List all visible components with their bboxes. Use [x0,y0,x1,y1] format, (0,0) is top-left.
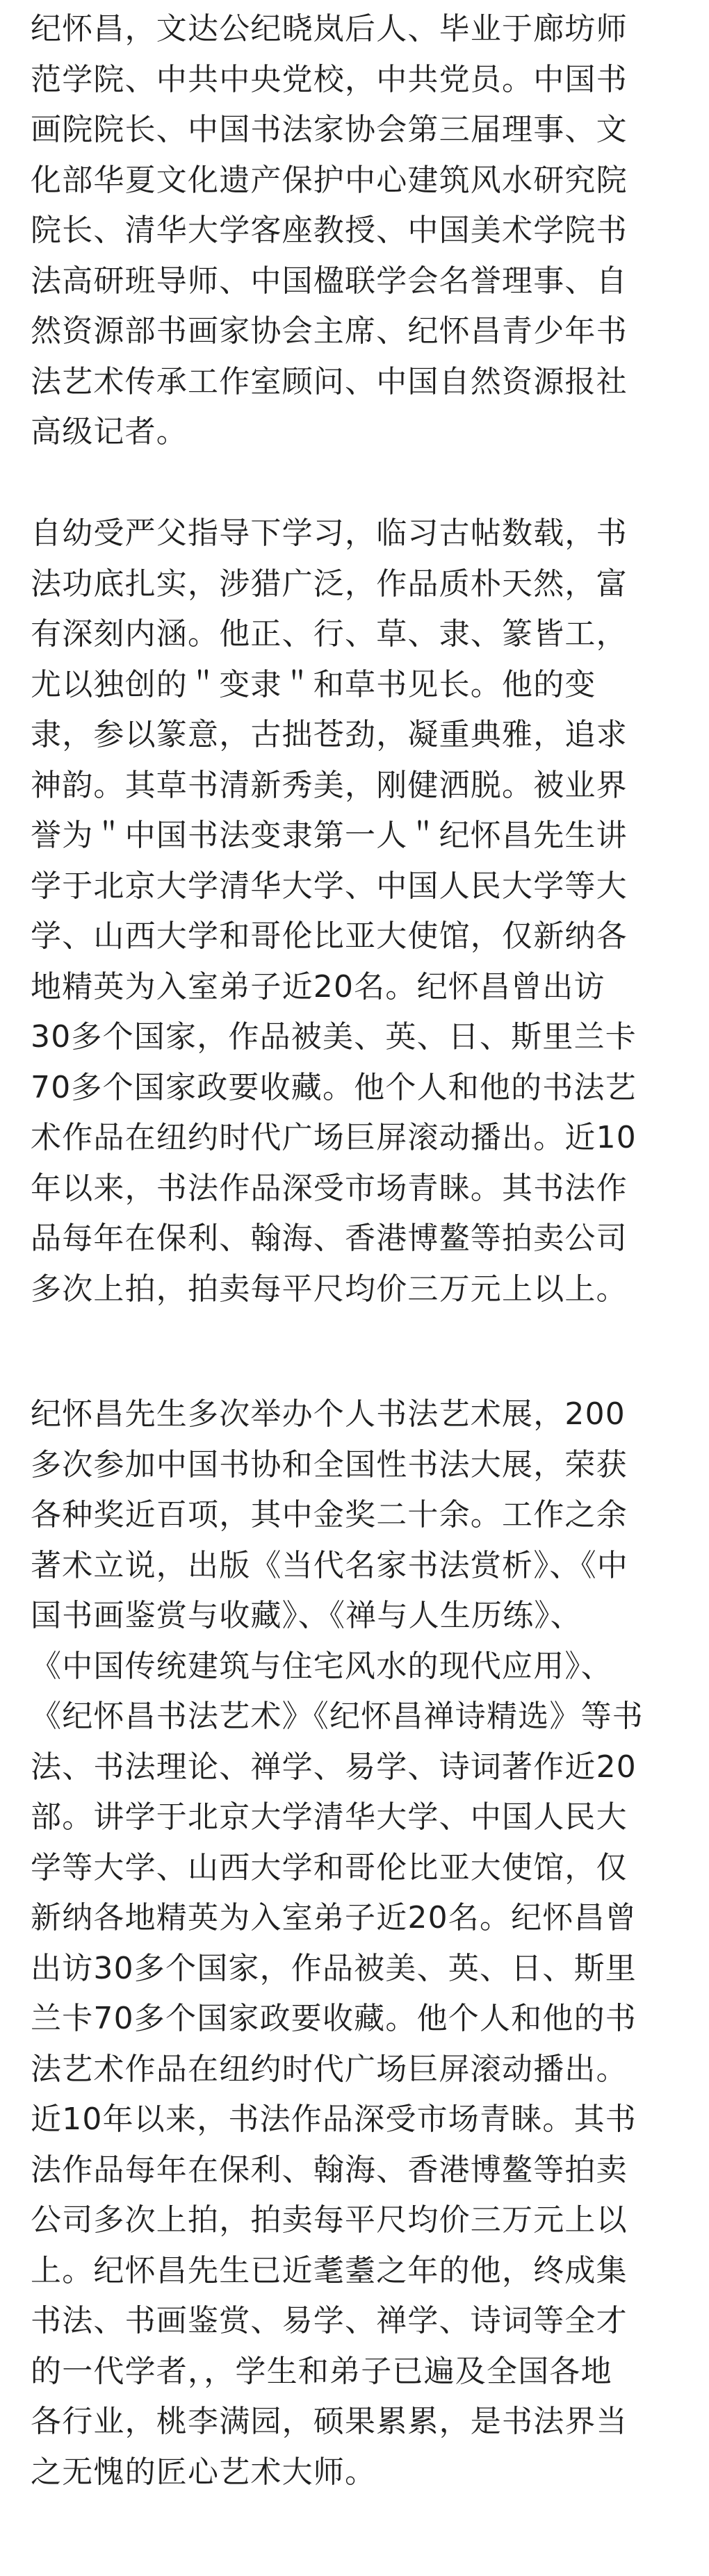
paragraph-biography: 纪怀昌，文达公纪晓岚后人、毕业于廊坊师 范学院、中共中央党校，中共党员。中国书 画院院长、中国书法家协会第三届理事、文 化部华夏文化遗产保护中心建筑风水研究院 院长、清华大学客座教授、中国美术学院书 法高研班导师、中国楹联学会名誉理事、自 然资源部书画家协会主席、纪怀昌青少年书 法艺术传承工作室顾问、中国自然资源报社 高级记者。 [31,11,628,449]
paragraph-calligraphy-style: 自幼受严父指导下学习，临习古帖数载，书 法功底扎实，涉猎广泛，作品质朴天然，富 有深刻内涵。他正、行、草、隶、篆皆工， 尤以独创的＂变隶＂和草书见长。他的变 隶，参以篆意，古拙苍劲，凝重典雅，追求 神韵。其草书清新秀美，刚健洒脱。被业界 誉为＂中国书法变隶第一人＂纪怀昌先生讲 学于北京大学清华大学、中国人民大学等大 学、山西大学和哥伦比亚大使馆，仅新纳各 地精英为入室弟子近20名。纪怀昌曾出访 30多个国家，作品被美、英、日、斯里兰卡 70多个国家政要收藏。他个人和他的书法艺 术作品在纽约时代广场巨屏滚动播出。近10 年以来，书法作品深受市场青睐。其书法作 品每年在保利、翰海、香港博鳌等拍卖公司 多次上拍，拍卖每平尺均价三万元上以上。 [31,515,637,1307]
paragraph-achievements: 纪怀昌先生多次举办个人书法艺术展，200 多次参加中国书协和全国性书法大展，荣获 各种奖近百项，其中金奖二十余。工作之余 著术立说，出版《当代名家书法赏析》、《中 国书画鉴赏与收藏》、《禅与人生历练》、 《中国传统建筑与住宅风水的现代应用》、 《纪怀昌书法艺术》《纪怀昌禅诗精选》等书 法、书法理论、禅学、易学、诗词著作近20 部。讲学于北京大学清华大学、中国人民大 学等大学、山西大学和哥伦比亚大使馆，仅 新纳各地精英为入室弟子近20名。纪怀昌曾 出访30多个国家，作品被美、英、日、斯里 兰卡70多个国家政要收藏。他个人和他的书 法艺术作品在纽约时代广场巨屏滚动播出。 近10年以来，书法作品深受市场青睐。其书 法作品每年在保利、翰海、香港博鳌等拍卖 公司多次上拍，拍卖每平尺均价三万元上以 上。纪怀昌先生已近耄耋之年的他，终成集 书法、书画鉴赏、易学、禅学、诗词等全才 的一代学者，，学生和弟子已遍及全国各地 各行业，桃李满园，硕果累累，是书法界当 之无愧的匠心艺术大师。 [31,1396,644,2490]
